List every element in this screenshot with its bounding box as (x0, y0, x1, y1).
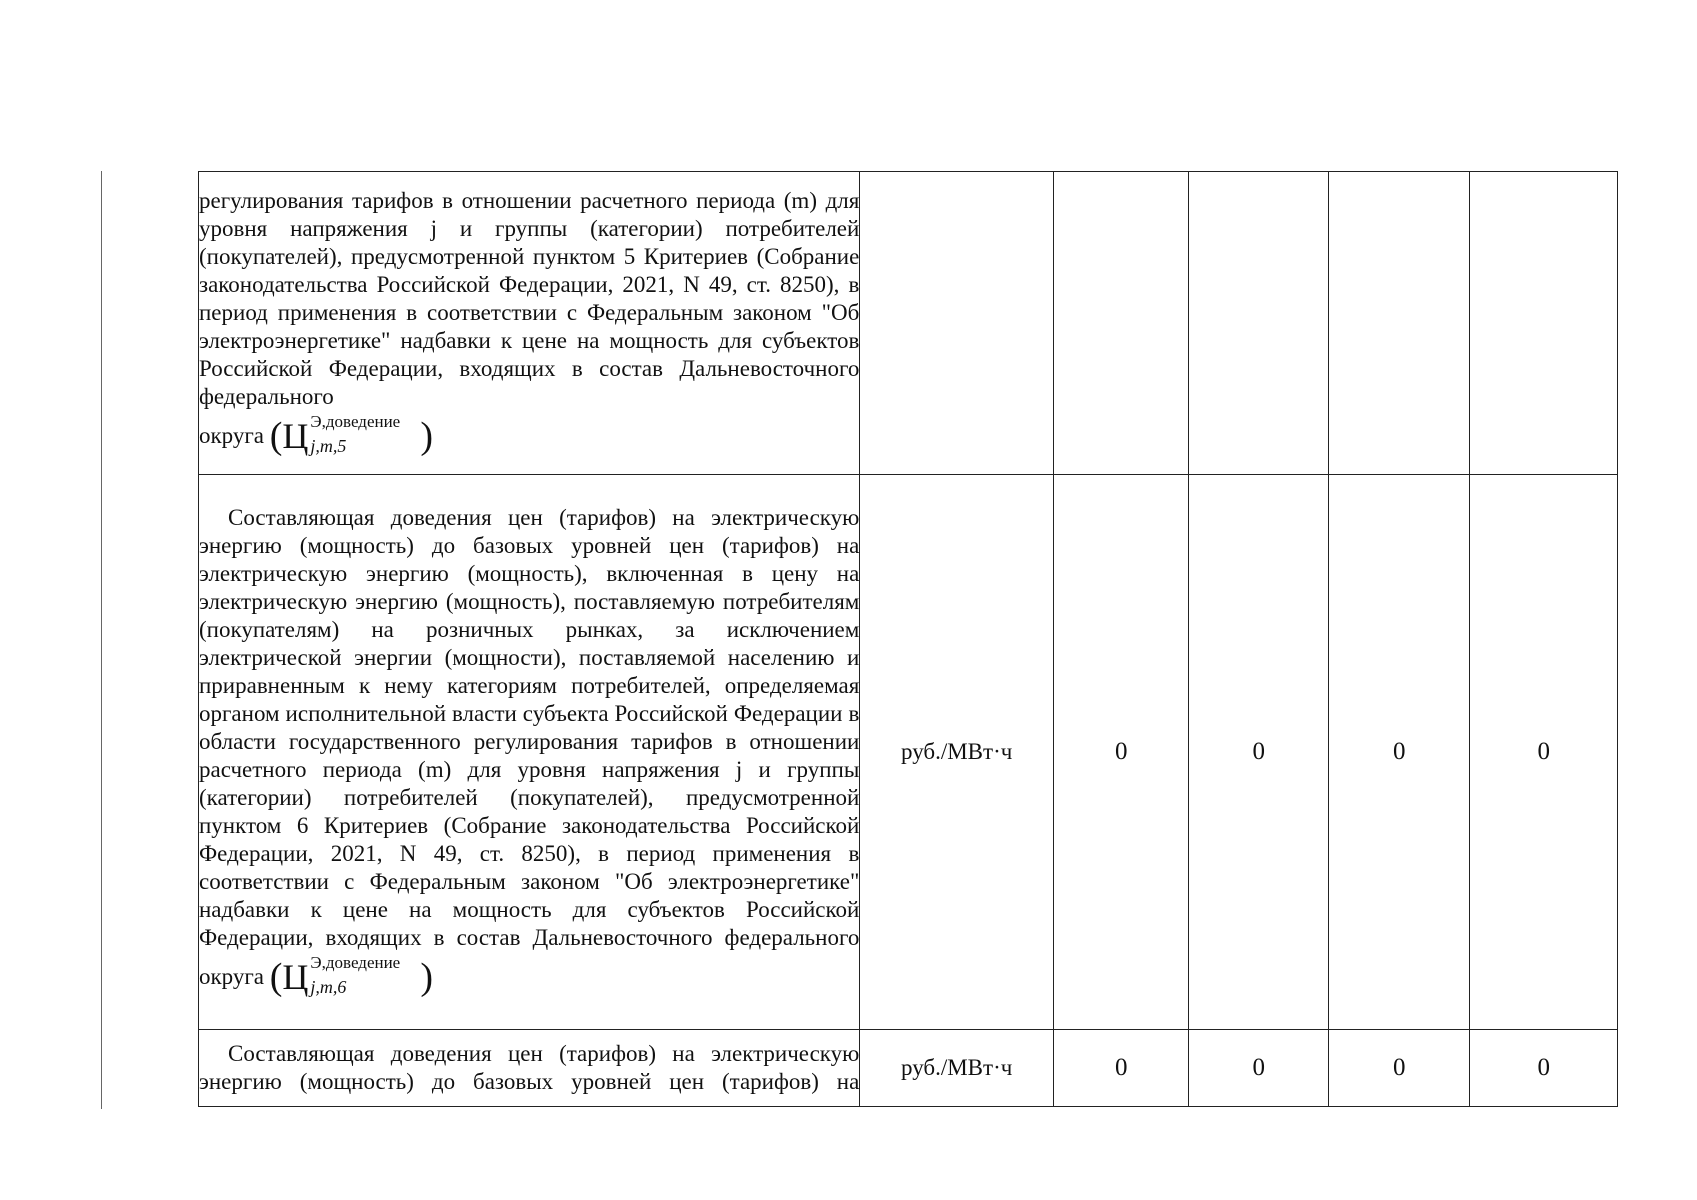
formula-word: округа (199, 964, 265, 989)
formula-symbol: Ц (282, 957, 309, 997)
description-cell (199, 475, 860, 1030)
formula-close-paren: ) (420, 415, 434, 457)
description-text: регулирования тарифов в отношении расчетного периода (m) для уровня напряжения j и группы (категории) потребителей (покупателей), предусмотренной пунктом 5 Критериев (Собрание законодательства Российской Федерации, 2021, N 49, ст. 8250), в период применения в соответствии с Федеральным законом "Об электроэнергетике" надбавки к цене на мощность для субъектов Российской Федерации, входящих в состав Дальневосточного федерального (199, 188, 860, 409)
page-margin-line (101, 171, 102, 1109)
formula-symbol: Ц (282, 416, 309, 456)
table-row (199, 1030, 1618, 1107)
unit-cell (860, 172, 1054, 475)
formula-close-paren: ) (420, 956, 434, 998)
formula-word: округа (199, 423, 265, 448)
value-cell: 0 (1189, 1030, 1328, 1107)
table-row (199, 475, 1618, 1030)
formula-line (199, 954, 859, 1000)
value-cell (1189, 172, 1328, 475)
value-cell: 0 (1470, 1030, 1618, 1107)
description-text: Составляющая доведения цен (тарифов) на электрическую энергию (мощность) до базовых уровней цен (тарифов) на (199, 1041, 860, 1094)
value-cell: 0 (1328, 475, 1469, 1030)
value-cell: 0 (1328, 1030, 1469, 1107)
formula-subscript: j,m,6 (310, 977, 347, 997)
formula-superscript: Э,доведение (310, 412, 401, 431)
unit-cell: руб./МВт·ч (860, 1030, 1054, 1107)
value-cell (1054, 172, 1189, 475)
formula-indices (308, 954, 420, 1000)
formula-superscript: Э,доведение (310, 953, 401, 972)
value-cell: 0 (1054, 1030, 1189, 1107)
value-cell: 0 (1470, 475, 1618, 1030)
description-text: Составляющая доведения цен (тарифов) на электрическую энергию (мощность) до базовых уровней цен (тарифов) на электрическую энергию (мощность), включенная в цену на электрическую энергию (мощность), поставляемую потребителям (покупателям) на розничных рынках, за исключением электрической энергии (мощности), поставляемой населению и приравненным к нему категориям потребителей, определяемая органом исполнительной власти субъекта Российской Федерации в области государственного регулирования тарифов в отношении расчетного периода (m) для уровня напряжения j и группы (категории) потребителей (покупателей), предусмотренной пунктом 6 Критериев (Собрание законодательства Российской Федерации, 2021, N 49, ст. 8250), в период применения в соответствии с Федеральным законом "Об электроэнергетике" надбавки к цене на мощность для субъектов Российской Федерации, входящих в состав Дальневосточного федерального (199, 505, 860, 950)
value-cell (1470, 172, 1618, 475)
description-cell (199, 172, 860, 475)
formula-open-paren: ( (269, 956, 283, 998)
description-cell (199, 1030, 860, 1107)
unit-cell: руб./МВт·ч (860, 475, 1054, 1030)
value-cell: 0 (1189, 475, 1328, 1030)
formula-line (199, 413, 859, 459)
tariff-table (198, 171, 1618, 1107)
formula-open-paren: ( (269, 415, 283, 457)
value-cell: 0 (1054, 475, 1189, 1030)
table-row (199, 172, 1618, 475)
value-cell (1328, 172, 1469, 475)
formula-subscript: j,m,5 (310, 436, 347, 456)
formula-indices (308, 413, 420, 459)
